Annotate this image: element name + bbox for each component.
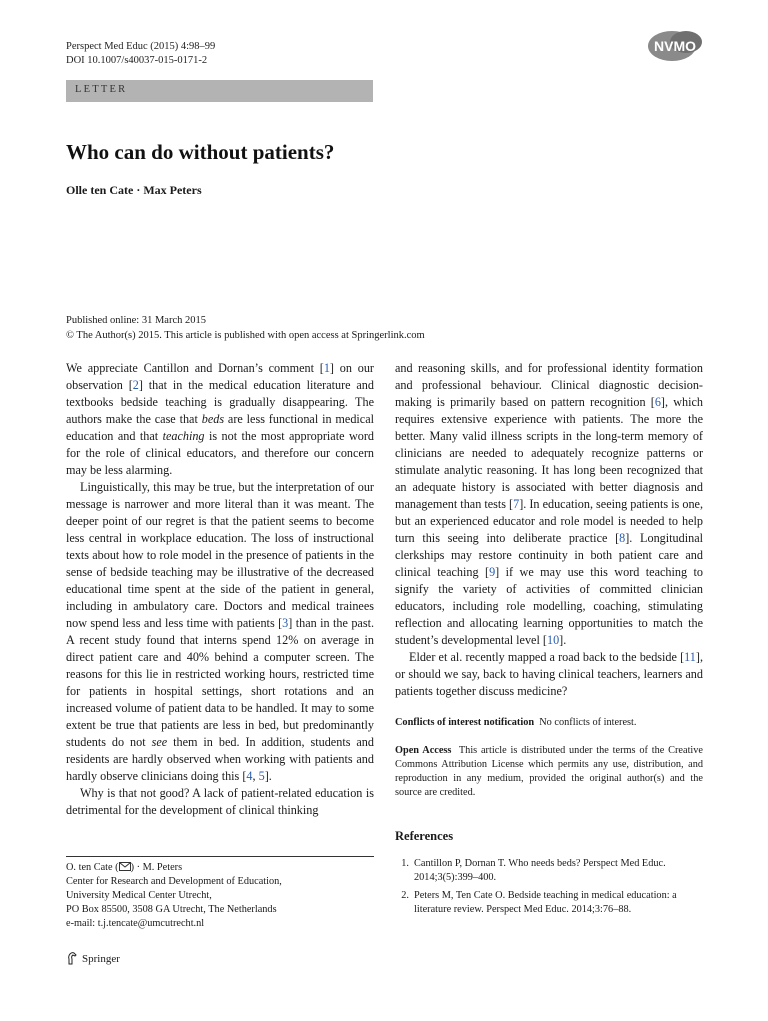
body-right-column (395, 360, 703, 921)
paragraph: Why is that not good? A lack of patient-related education is detrimental for the development of clinical thinking (66, 786, 374, 817)
paragraph: Elder et al. recently mapped a road back to the bedside [11], or should we say, back to having clinical teachers, learners and patients together discuss medicine? (395, 650, 703, 698)
footnote-rule (66, 856, 374, 857)
publication-info (66, 313, 626, 343)
springer-horse-icon (66, 952, 78, 965)
citation-link[interactable]: 9 (489, 565, 496, 579)
affiliation-line: Center for Research and Development of Education, (66, 876, 282, 887)
reference-item (395, 889, 703, 917)
doi[interactable]: DOI 10.1007/s40037-015-0171-2 (66, 55, 208, 66)
citation-link[interactable]: 11 (684, 650, 696, 664)
article-title: Who can do without patients? (66, 140, 335, 164)
citation-link[interactable]: 1 (323, 361, 330, 375)
email-line[interactable]: e-mail: t.j.tencate@umcutrecht.nl (66, 918, 205, 929)
reference-number: 2. (401, 890, 409, 901)
copyright-line: © The Author(s) 2015. This article is published with open access at Springerlink.com (66, 330, 425, 341)
citation-link[interactable]: 10 (546, 633, 560, 647)
reference-number: 1. (401, 858, 409, 869)
journal-header (66, 40, 215, 68)
conflicts-note: Conflicts of interest notification No conflicts of interest. (395, 717, 637, 728)
reference-item (395, 857, 703, 885)
open-access-note: Open Access This article is distributed under the terms of the Creative Commons Attribution License which permits any use, distribution, and reproduction in any medium, provided the original author(s) and the source are credited. (395, 745, 704, 798)
citation-link[interactable]: 4 (246, 769, 253, 783)
logo-text: NVMO (654, 38, 696, 54)
citation-link[interactable]: 6 (654, 395, 661, 409)
publisher-footer (66, 952, 120, 965)
journal-citation: Perspect Med Educ (2015) 4:98–99 (66, 41, 216, 52)
published-date: Published online: 31 March 2015 (66, 315, 206, 326)
body-left-column (66, 360, 374, 819)
author-affiliation (66, 861, 374, 931)
paragraph: Linguistically, this may be true, but the interpretation of our message is narrower and more literal than it was meant. The deeper point of our regret is that the patient seems to become less central in workplace education. The loss of instructional texts about how to role model in the presence of patients in the sense of bedside teaching may be illustrative of the decreased educational time spent at the side of the patient in general, including in ambulatory care. Doctors and medical trainees now spend less and less time with patients [3] than in the past. A recent study found that interns spend 12% on average in direct patient care and 40% behind a computer screen. The reasons for this lie in restricted working hours, restricted time for patients in hospital settings, short rotations and an increased volume of patient data to be handled. It may to some extent be true that patients are less in bed, but predominantly students do not see them in bed. In addition, students and residents are hardly observed when working with patients and hardly observe clinicians doing this [4, 5]. (66, 480, 374, 783)
section-band (66, 80, 373, 102)
envelope-icon[interactable] (119, 862, 131, 871)
reference-text: Cantillon P, Dornan T. Who needs beds? Perspect Med Educ. 2014;3(5):399–400. (414, 858, 666, 883)
citation-link[interactable]: 2 (132, 378, 139, 392)
citation-link[interactable]: 5 (258, 769, 265, 783)
nvmo-logo (646, 30, 704, 62)
references-heading: References (395, 829, 454, 843)
address-line: PO Box 85500, 3508 GA Utrecht, The Netherlands (66, 904, 277, 915)
section-label: LETTER (75, 84, 128, 95)
citation-link[interactable]: 7 (513, 497, 520, 511)
reference-text: Peters M, Ten Cate O. Bedside teaching in medical education: a literature review. Perspect Med Educ. 2014;3:76–88. (414, 890, 677, 915)
paragraph: We appreciate Cantillon and Dornan’s comment [1] on our observation [2] that in the medical education literature and textbooks bedside teaching is gradually disappearing. The authors make the case that beds are less functional in medical education and that teaching is not the most appropriate word for the role of clinical educators, and therefore our concern may be less alarming. (66, 361, 374, 477)
affiliation-line: University Medical Center Utrecht, (66, 890, 212, 901)
citation-link[interactable]: 3 (282, 616, 289, 630)
article-authors: Olle ten Cate · Max Peters (66, 183, 202, 197)
citation-link[interactable]: 8 (619, 531, 626, 545)
reference-list (395, 857, 703, 917)
author-names: O. ten Cate ( ) · M. Peters (66, 862, 183, 873)
publisher-name: Springer (82, 952, 120, 965)
paragraph: and reasoning skills, and for professional identity formation and professional behaviour. Clinical diagnostic decision-making is primarily based on pattern recognition [6], which requires extensive experience with patients. The more the better. Many valid illness scripts in the long-term memory of clinicians are needed to adequately recognize patterns or stimulate analytic reasoning. It has long been recognized that an adequate history is associated with better diagnosis and management than tests [7]. In education, seeing patients is one, but an experienced educator and role model is needed to help turn this seeing into deliberate practice [8]. Longitudinal clerkships may restore continuity in both patient care and clinical teaching [9] if we may use this word teaching to signify the variety of activities of committed clinician educators, including role modelling, coaching, stimulating reflection and allocating learning opportunities to match the student’s developmental level [10]. (395, 361, 704, 647)
